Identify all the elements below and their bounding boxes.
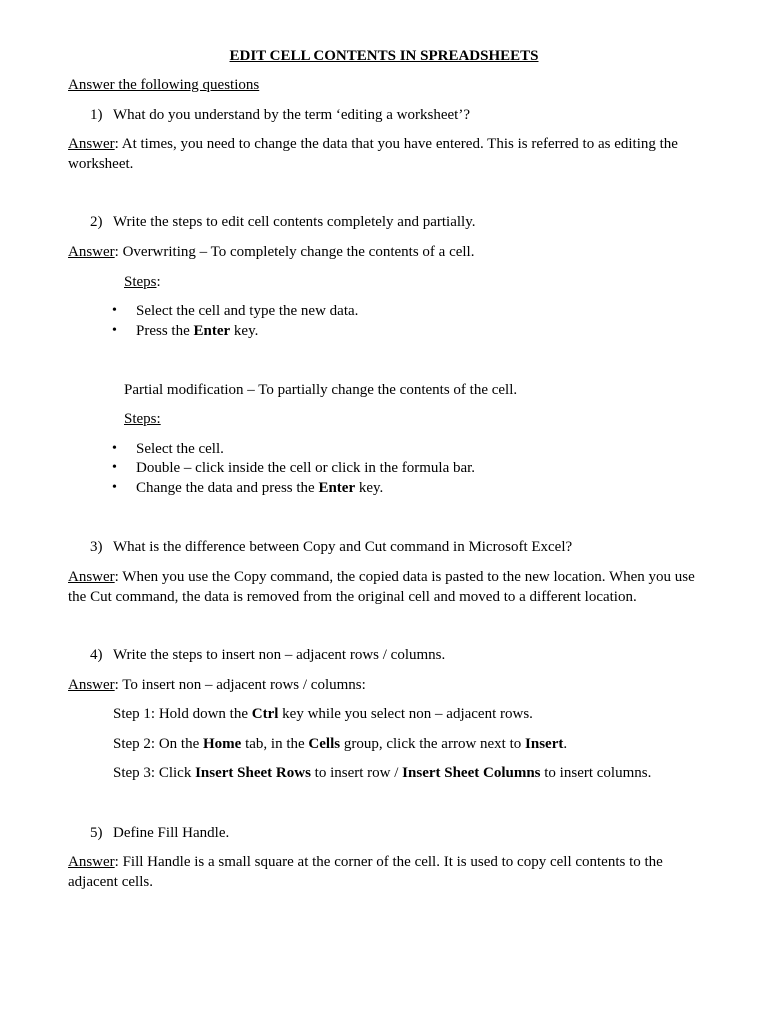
answer-label: Answer [68,854,115,870]
step-1: Step 1: Hold down the Ctrl key while you select non – adjacent rows. [113,706,533,722]
question-1-number: 1) [90,107,103,123]
answer-2 [68,242,474,262]
answer-5 [68,852,708,892]
question-3-text: What is the difference between Copy and Cut command in Microsoft Excel? [113,539,573,555]
answer-4-text: : To insert non – adjacent rows / columns: [114,677,366,693]
question-1-text: What do you understand by the term ‘editing a worksheet’? [113,107,470,123]
answer-4 [68,675,366,695]
partial-modification-text: Partial modification – To partially change the contents of the cell. [124,382,518,398]
step-2: Step 2: On the Home tab, in the Cells group, click the arrow next to Insert. [113,736,568,752]
answer-5-text: : Fill Handle is a small square at the corner of the cell. It is used to copy cell contents to the adjacent cells. [68,854,663,890]
answer-2-text: : Overwriting – To completely change the contents of a cell. [114,244,475,260]
list-item: Select the cell. [136,441,224,457]
question-5-number: 5) [90,825,103,841]
steps-heading-2: Steps: [124,411,161,427]
answer-3 [68,567,708,607]
steps-heading-1: Steps: [124,274,161,290]
question-4-number: 4) [90,647,103,663]
question-5-text: Define Fill Handle. [113,825,230,841]
answer-label: Answer [68,244,115,260]
question-3-number: 3) [90,539,103,555]
page-subtitle: Answer the following questions [68,77,260,93]
answer-1 [68,134,708,174]
answer-3-text: : When you use the Copy command, the copied data is pasted to the new location. When you use the Cut command, the data is removed from the original cell and moved to a different location. [68,569,695,605]
bullet-icon: • [112,303,117,318]
question-2-number: 2) [90,214,103,230]
question-2-text: Write the steps to edit cell contents completely and partially. [113,214,476,230]
answer-label: Answer [68,677,115,693]
question-4-text: Write the steps to insert non – adjacent rows / columns. [113,647,446,663]
list-item: Select the cell and type the new data. [136,303,359,319]
bullet-icon: • [112,323,117,338]
list-item: Double – click inside the cell or click in the formula bar. [136,460,476,476]
answer-label: Answer [68,136,115,152]
bullet-icon: • [112,480,117,495]
answer-1-text: : At times, you need to change the data that you have entered. This is referred to as editing the worksheet. [68,136,678,172]
page-title: EDIT CELL CONTENTS IN SPREADSHEETS [229,48,539,64]
bullet-icon: • [112,460,117,475]
answer-label: Answer [68,569,115,585]
list-item: Press the Enter key. [136,323,259,339]
bullet-icon: • [112,441,117,456]
step-3: Step 3: Click Insert Sheet Rows to insert row / Insert Sheet Columns to insert columns. [113,765,652,781]
list-item: Change the data and press the Enter key. [136,480,384,496]
